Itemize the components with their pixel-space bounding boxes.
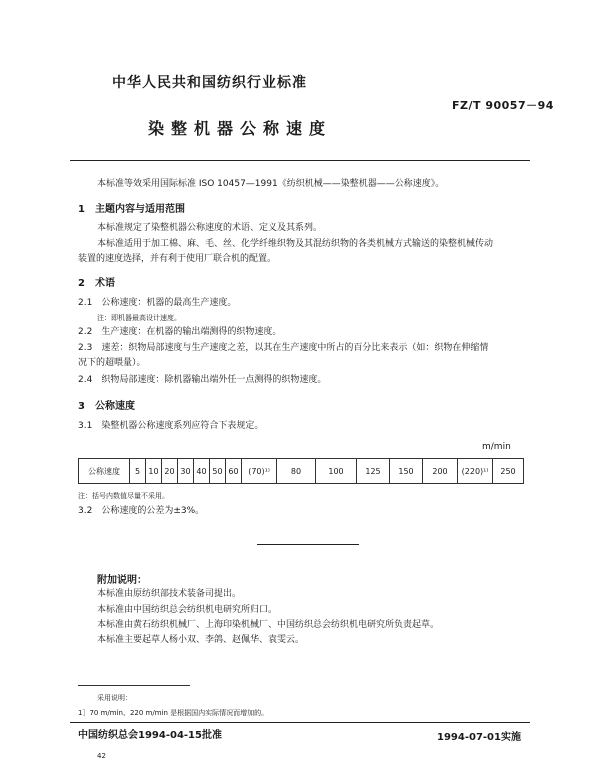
table-cell: 60 (226, 459, 242, 484)
table-cell: 40 (194, 459, 210, 484)
approval-date: 中国纺织总会1994-04-15批准 (78, 730, 222, 741)
appendix-line-1: 本标准由原纺织部技术装备司提出。 (97, 589, 242, 599)
table-cell: 5 (130, 459, 146, 484)
table-cell: 30 (178, 459, 194, 484)
unit-label: m/min (482, 442, 511, 452)
effective-date: 1994-07-01实施 (437, 732, 521, 743)
appendix-line-4: 本标准主要起草人杨小双、李鸽、赵佩华、袁雯云。 (97, 635, 305, 645)
table-note: 注：括号内数值尽量不采用。 (78, 492, 169, 500)
page-number: 42 (97, 752, 106, 760)
appendix-line-3: 本标准由黄石纺织机械厂、上海印染机械厂、中国纺织总会纺织机电研究所负责起草。 (97, 620, 440, 630)
table-cell: 125 (357, 459, 390, 484)
header-rule (70, 160, 530, 161)
section-1-para-2b: 装置的速度选择，并有利于使用厂联合机的配置。 (78, 254, 277, 264)
table-cell: 250 (493, 459, 524, 484)
term-2-2: 2.2 生产速度：在机器的输出端测得的织物速度。 (78, 327, 282, 337)
table-cell: 20 (162, 459, 178, 484)
section-divider (257, 544, 359, 545)
section-2-heading: 2 术语 (78, 278, 115, 289)
footnote-text: 1］70 m/min、220 m/min 是根据国内实际情况而增加的。 (78, 709, 269, 717)
term-2-1: 2.1 公称速度：机器的最高生产速度。 (78, 298, 237, 308)
term-2-4: 2.4 织物局部速度：除机器输出端外任一点测得的织物速度。 (78, 375, 327, 385)
section-1-heading: 1 主题内容与适用范围 (78, 204, 185, 215)
table-cell: (220)¹⁾ (458, 459, 493, 484)
term-2-3b: 况下的超喂量）。 (78, 358, 146, 368)
table-label-cell: 公称速度 (79, 459, 130, 484)
clause-3-1: 3.1 染整机器公称速度系列应符合下表规定。 (78, 421, 264, 431)
table-cell: 10 (146, 459, 162, 484)
term-2-1-note: 注：即机器最高设计速度。 (97, 314, 181, 322)
footnote-heading: 采用说明： (97, 694, 132, 702)
section-1-para-2a: 本标准适用于加工棉、麻、毛、丝、化学纤维织物及其混纺织物的各类机械方式输送的染整机械传动 (97, 239, 494, 249)
speed-table (78, 458, 524, 484)
issuing-organization: 中华人民共和国纺织行业标准 (112, 75, 307, 91)
table-cell: 80 (277, 459, 316, 484)
document-title: 染整机器公称速度 (148, 119, 333, 138)
clause-3-2: 3.2 公称速度的公差为±3%。 (78, 506, 205, 516)
table-cell: 100 (316, 459, 357, 484)
table-cell: 150 (390, 459, 423, 484)
term-2-3a: 2.3 速差：织物局部速度与生产速度之差，以其在生产速度中所占的百分比来表示（如：织物在伸缩情 (78, 343, 489, 353)
appendix-heading: 附加说明： (97, 575, 147, 586)
table-cell: 50 (210, 459, 226, 484)
footer-rule (70, 722, 530, 723)
section-1-para-1: 本标准规定了染整机器公称速度的术语、定义及其系列。 (97, 223, 323, 233)
table-cell: (70)¹⁾ (242, 459, 277, 484)
footnote-rule (78, 685, 190, 686)
appendix-line-2: 本标准由中国纺织总会纺织机电研究所归口。 (97, 605, 278, 615)
section-3-heading: 3 公称速度 (78, 401, 135, 412)
table-row (79, 459, 524, 484)
table-cell: 200 (423, 459, 458, 484)
intro-paragraph: 本标准等效采用国际标准 ISO 10457—1991《纺织机械——染整机器——公称速度》。 (97, 179, 445, 189)
standard-code: FZ/T 90057－94 (452, 99, 554, 112)
